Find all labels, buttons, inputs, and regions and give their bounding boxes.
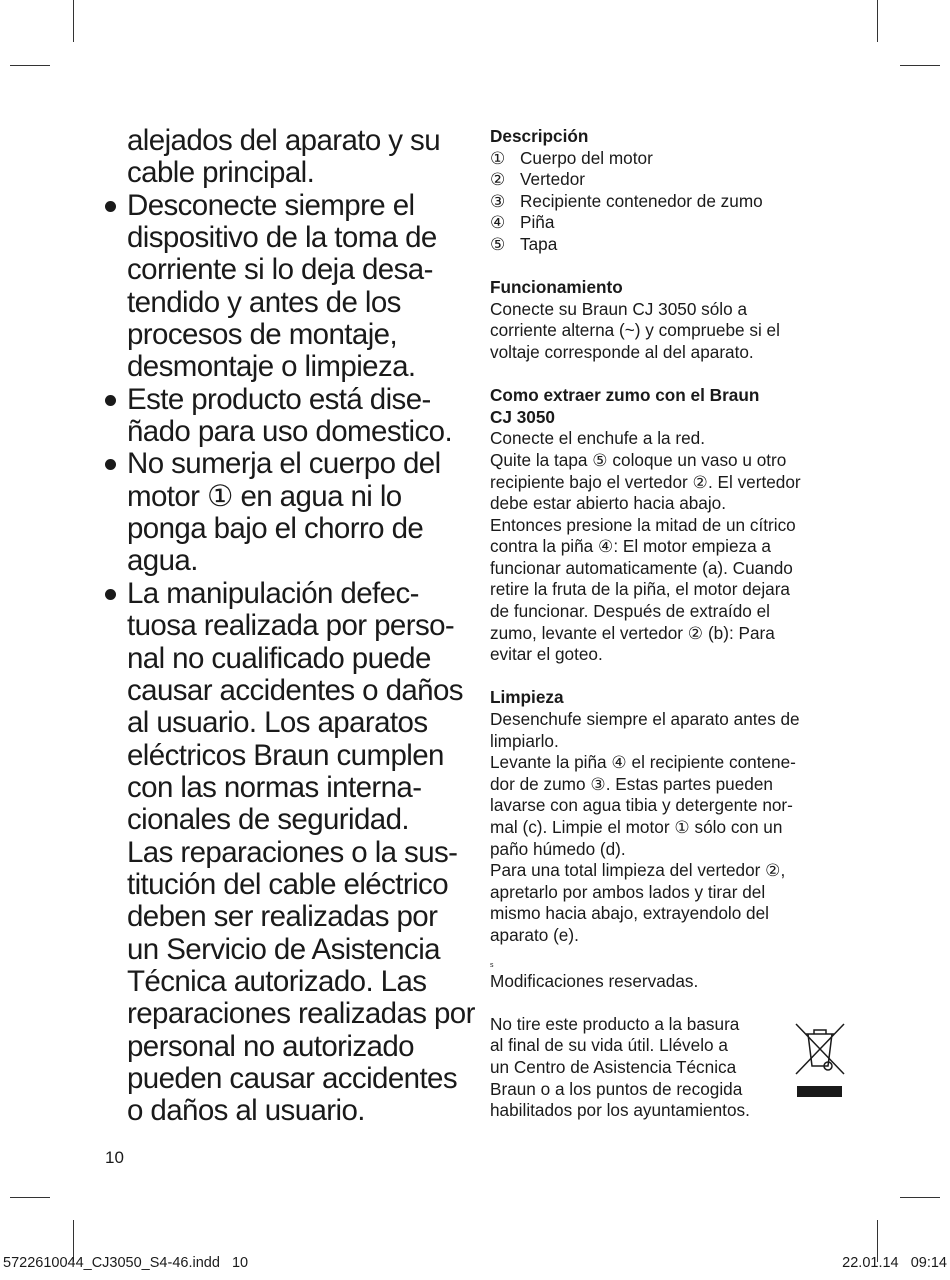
text-line: Braun o a los puntos de recogida [490,1078,743,1099]
text-line: Levante la piña ④ el recipiente contene- [490,752,796,773]
text-line: paño húmedo (d). [490,838,626,859]
text-line: debe estar abierto hacia abajo. [490,493,727,514]
part-label: Recipiente contenedor de zumo [520,190,763,211]
text-line: agua. [127,544,198,578]
part-number: ① [490,147,506,168]
text-line: Técnica autorizado. Las [127,964,427,998]
text-line: al usuario. Los aparatos [127,706,428,740]
text-line: apretarlo por ambos lados y tirar del [490,881,766,902]
text-line: lavarse con agua tibia y detergente nor- [490,795,793,816]
crop-mark [900,1197,940,1198]
text-line: causar accidentes o daños [127,673,463,707]
text-line: Para una total limpieza del vertedor ②, [490,860,786,881]
text-line: eléctricos Braun cumplen [127,738,444,772]
text-line: pueden causar accidentes [127,1061,458,1095]
text-line: tuosa realizada por perso- [127,609,455,643]
text-line: La manipulación defec- [127,576,419,610]
text-line: motor ① en agua ni lo [127,479,402,513]
text-line: ñado para uso domestico. [127,415,453,449]
text-line: procesos de montaje, [127,318,398,352]
text-line: deben ser realizadas por [127,900,438,934]
crop-mark [10,65,50,66]
bullet-item [127,190,472,384]
part-number: ③ [490,190,506,211]
text-line: Conecte su Braun CJ 3050 sólo a [490,298,748,319]
bullet-item [127,448,472,577]
small-mark: s [490,961,494,969]
text-line: Este producto está dise- [127,382,431,416]
crop-mark [900,65,940,66]
part-list-item [490,148,850,170]
part-label: Piña [520,212,555,233]
text-line: corriente alterna (~) y compruebe si el [490,320,780,341]
text-line: habilitados por los ayuntamientos. [490,1100,750,1121]
part-number: ④ [490,212,506,233]
text-line: cable principal. [127,156,315,190]
section-descripcion [490,126,850,256]
text-line: contra la piña ④: El motor empieza a [490,536,771,557]
text-line: dor de zumo ③. Estas partes pueden [490,773,773,794]
text-line: mal (c). Limpie el motor ① sólo con un [490,817,783,837]
text-line: dispositivo de la toma de [127,221,437,255]
text-line: limpiarlo. [490,730,559,751]
text-line: Las reparaciones o la sus- [127,835,458,869]
text-line: Desconecte siempre el [127,188,415,222]
text-line: retire la fruta de la piña, el motor dejara [490,579,790,600]
text-line: No tire este producto a la basura [490,1013,740,1034]
section-heading: Limpieza [490,687,564,708]
section-heading: Como extraer zumo con el Braun [490,385,760,406]
part-number: ⑤ [490,233,506,254]
part-label: Vertedor [520,169,585,190]
text-line: un Servicio de Asistencia [127,932,440,966]
text-line: de funcionar. Después de extraído el [490,601,770,622]
text-line: mismo hacia abajo, extrayendolo del [490,903,769,924]
text-line: o daños al usuario. [127,1094,365,1128]
text-line: ponga bajo el chorro de [127,512,424,546]
text-line: funcionar automaticamente (a). Cuando [490,557,793,578]
section-heading: Funcionamiento [490,277,623,298]
text-line: cionales de seguridad. [127,803,410,837]
text-line: personal no autorizado [127,1029,414,1063]
text-line: reparaciones realizadas por [127,997,475,1031]
text-line: un Centro de Asistencia Técnica [490,1056,737,1077]
modifications-note: Modificaciones reservadas. [490,970,699,991]
page-number: 10 [105,1148,124,1167]
bullet-item [127,384,472,449]
safety-column [127,124,475,1128]
text-line: zumo, levante el vertedor ② (b): Para [490,622,775,643]
text-line: con las normas interna- [127,770,422,804]
text-line: al final de su vida útil. Llévelo a [490,1035,728,1056]
text-line: corriente si lo deja desa- [127,253,433,287]
part-label: Tapa [520,233,558,254]
part-list-item [490,169,850,191]
crop-mark [10,1197,50,1198]
crop-mark [877,0,878,42]
text-line: alejados del aparato y su [127,124,441,157]
text-line: recipiente bajo el vertedor ②. El vertedor [490,471,801,492]
bullet-icon [105,395,116,406]
footer-file: 5722610044_CJ3050_S4-46.indd 10 [3,1255,249,1271]
part-number: ② [490,169,506,190]
text-line: Conecte el enchufe a la red. [490,428,705,449]
bullet-icon [105,589,116,600]
bullet-icon [105,459,116,470]
text-line: desmontaje o limpieza. [127,350,416,384]
text-line: voltaje corresponde al del aparato. [490,341,754,362]
text-line: aparato (e). [490,924,579,945]
text-line: tendido y antes de los [127,285,401,319]
crossed-out-wheelie-bin-icon [794,1022,846,1098]
crop-mark [73,0,74,42]
part-list-item [490,191,850,213]
text-line: Desenchufe siempre el aparato antes de [490,709,800,730]
part-list-item [490,234,850,256]
bullet-item [127,576,475,1128]
text-line: evitar el goteo. [490,644,603,665]
text-line: Entonces presione la mitad de un cítrico [490,514,796,535]
footer-datetime: 22.01.14 09:14 [842,1255,947,1271]
section-heading: Descripción [490,126,589,146]
text-line: titución del cable eléctrico [127,867,448,901]
instructions-column [490,126,850,1122]
section-funcionamiento [490,277,850,363]
section-heading: CJ 3050 [490,406,555,427]
bullet-icon [105,201,116,212]
text-line: nal no cualificado puede [127,641,431,675]
part-list-item [490,212,850,234]
part-label: Cuerpo del motor [520,147,653,168]
section-limpieza [490,687,850,946]
text-line: No sumerja el cuerpo del [127,447,441,481]
text-line: Quite la tapa ⑤ coloque un vaso u otro [490,449,787,470]
section-como-extraer [490,385,850,666]
